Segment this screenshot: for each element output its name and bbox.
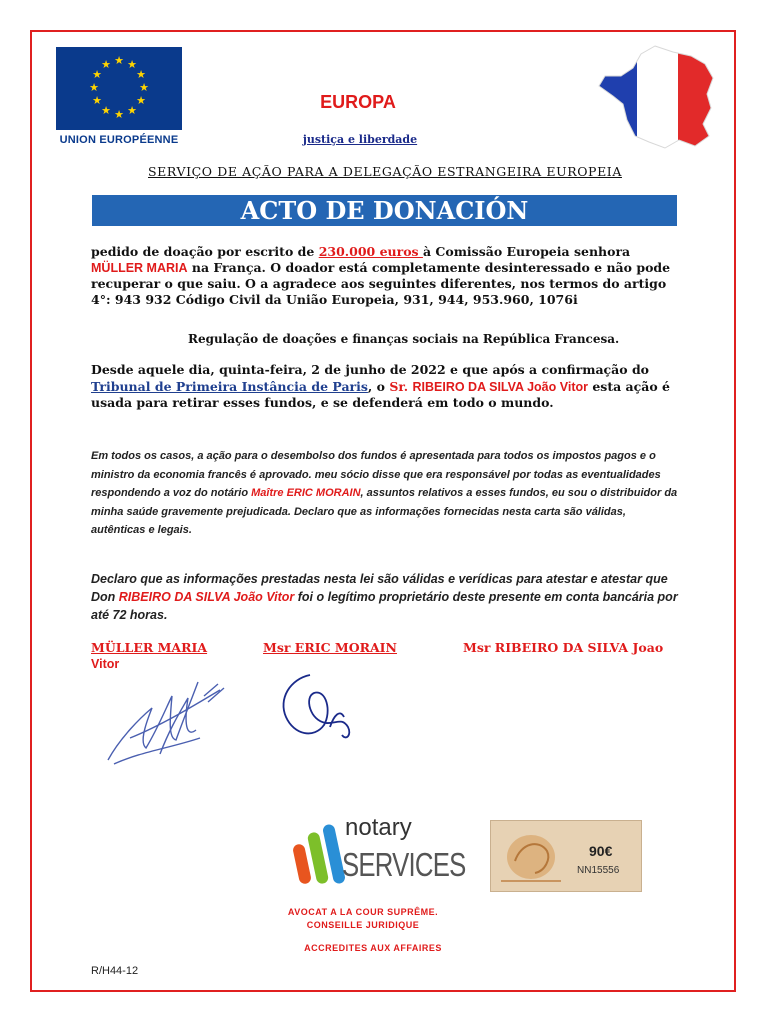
stamp-price: 90€ [589, 843, 613, 859]
svg-text:★: ★ [101, 104, 111, 117]
svg-text:★: ★ [92, 94, 102, 107]
paragraph-declaration [91, 570, 686, 624]
signature-morain-icon [270, 665, 365, 750]
logo-notary-text: notary [345, 814, 412, 841]
p2-text-b: , o [367, 378, 390, 394]
signatory-muller-name: MÜLLER MARIA [91, 640, 208, 655]
paragraph-tribunal [91, 362, 681, 412]
signatory-ribeiro: Msr RIBEIRO DA SILVA Joao [463, 640, 664, 655]
svg-text:★: ★ [92, 68, 102, 81]
svg-text:★: ★ [114, 108, 124, 121]
title-banner [92, 195, 677, 226]
eu-flag [56, 47, 182, 150]
beneficiary-name: RIBEIRO DA SILVA João Vitor [412, 379, 588, 394]
accredites-line: ACCREDITES AUX AFFAIRES [304, 943, 442, 953]
svg-text:★: ★ [114, 54, 124, 67]
recipient-name: MÜLLER MARIA [91, 261, 188, 275]
notary-services-logo [290, 810, 466, 892]
svg-text:★: ★ [127, 58, 137, 71]
paragraph-donation [91, 244, 681, 308]
p3-text-b: , assuntos relativos a esses fundos, eu sou o distribuidor da minha saúde gravemente prejudicada. Declaro que as informações fornecidas nesta carta são válidas, autênticas e legais. [91, 487, 678, 536]
p1-text-b: à Comissão Europeia senhora [422, 244, 631, 259]
p2-sr: Sr. [389, 378, 413, 394]
notary-name: Maître ERIC MORAIN [251, 487, 361, 499]
signatory-morain: Msr ERIC MORAIN [263, 640, 397, 655]
donation-amount: 230.000 euros [318, 244, 423, 259]
p1-text-a: pedido de doação por escrito de [91, 244, 319, 259]
paragraph-disbursement [91, 447, 681, 540]
eu-stars-icon [56, 47, 182, 130]
page-title: EUROPA [320, 92, 396, 112]
svg-text:★: ★ [101, 58, 111, 71]
regulation-line: Regulação de doações e finanças sociais na República Francesa. [188, 332, 620, 346]
avocat-line-1: AVOCAT A LA COUR SUPRÊME. [287, 907, 439, 917]
stamp-code: NN15556 [577, 865, 620, 876]
p1-text-c: na França. O doador está completamente desinteressado e não pode recuperar o que saiu. O a agradece aos seguintes diferentes, nos termos do artigo 4°: 943 932 Código Civil da União Europeia, 931, 944, 953.960, 1076i [91, 260, 671, 307]
tribunal-link[interactable]: Tribunal de Primeira Instância de Paris [91, 378, 368, 394]
p2-text-c: esta ação é usada para retirar esses fundos, e se defenderá em todo o mundo. [91, 378, 671, 410]
p2-text-a: Desde aquele dia, quinta-feira, 2 de junho de 2022 e que após a confirmação do [91, 362, 650, 377]
avocat-lines [258, 906, 468, 932]
service-line: SERVIÇO DE AÇÃO PARA A DELEGAÇÃO ESTRANGEIRA EUROPEIA [148, 164, 622, 179]
eu-flag-caption: UNION EUROPÉENNE [56, 130, 182, 150]
notary-logo-icon [290, 810, 345, 892]
p4-text-b: foi o legítimo proprietário deste presente em conta bancária por até 72 horas. [91, 590, 678, 622]
svg-text:★: ★ [89, 81, 99, 94]
france-map-icon [595, 42, 720, 152]
p4-beneficiary-name: RIBEIRO DA SILVA João Vitor [118, 590, 295, 604]
signatory-muller-suffix: Vitor [91, 657, 120, 671]
fiscal-stamp [490, 820, 642, 892]
stamp-portrait-icon [491, 821, 571, 891]
svg-text:★: ★ [127, 104, 137, 117]
svg-text:★: ★ [139, 81, 149, 94]
logo-services-text: SERVICES [342, 846, 466, 883]
p4-text-a: Declaro que as informações prestadas nesta lei são válidas e verídicas para atestar e atestar que Don [91, 572, 668, 604]
signature-muller-icon [100, 668, 240, 768]
svg-text:★: ★ [136, 68, 146, 81]
p3-text-a: Em todos os casos, a ação para o desembolso dos fundos é apresentada para todos os impostos pagos e o ministro da economia francês é aprovado. meu sócio disse que era responsável por todas as eventualidades respondendo a voz do notário [91, 450, 661, 499]
svg-text:★: ★ [136, 94, 146, 107]
banner-text: ACTO DE DONACIÓN [240, 196, 529, 225]
subtitle: justiça e liberdade [302, 133, 418, 146]
avocat-line-2: CONSEILLE JURIDIQUE [306, 920, 420, 930]
reference-code: R/H44-12 [91, 965, 139, 977]
